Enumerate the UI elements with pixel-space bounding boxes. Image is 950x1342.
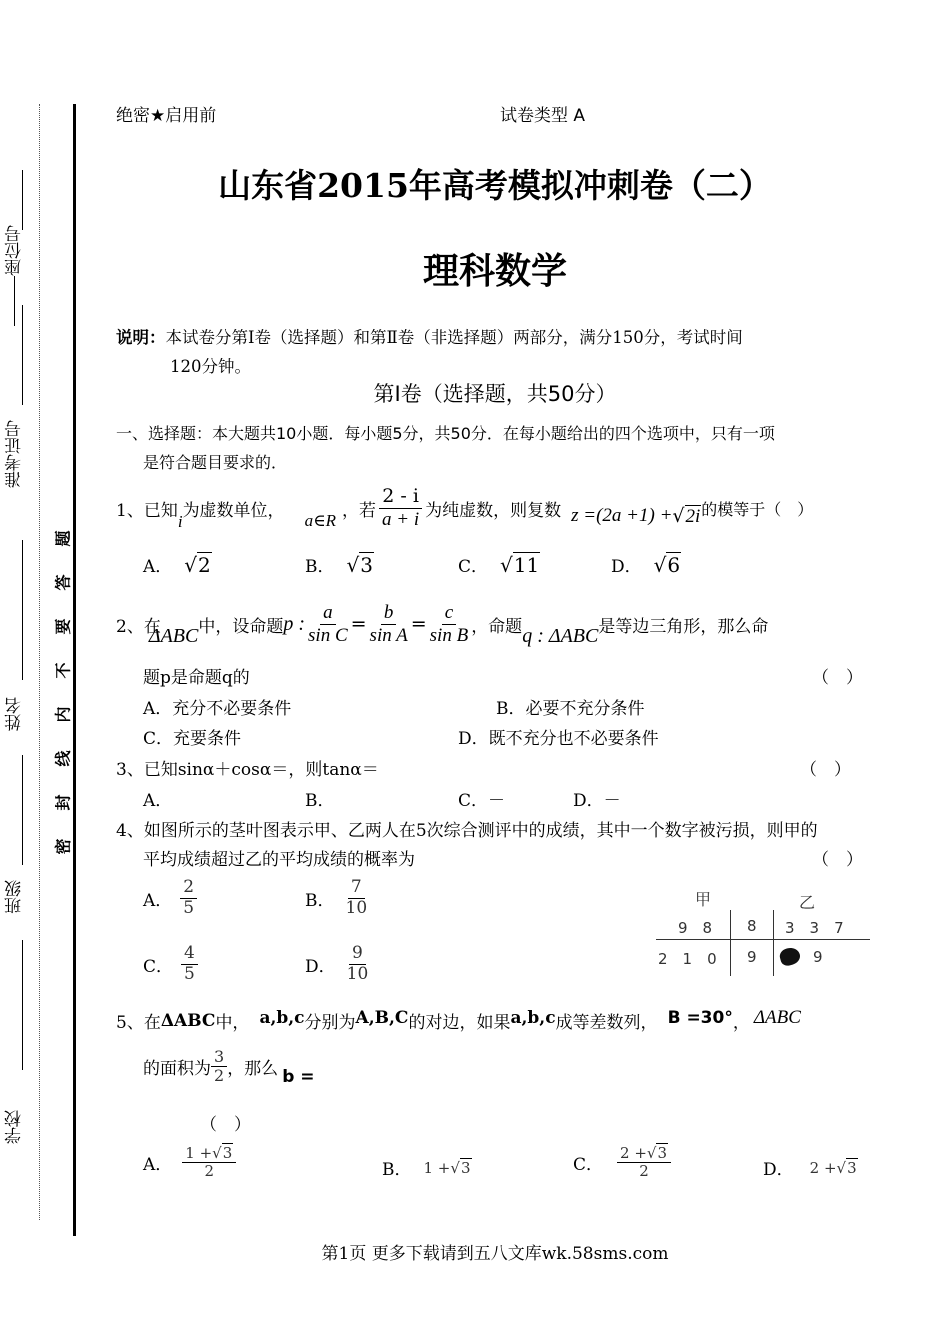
q3-option-b[interactable]: B． [305,791,335,811]
q2-frac3 [427,602,472,647]
q5-b30: B =30° [667,1007,733,1028]
q5-c-sqrt: √3 [646,1144,668,1162]
class-text: 班级 [5,880,25,914]
q4-stem-line1: 4、如图所示的茎叶图表示甲、乙两人在5次综合测评中的成绩，其中一个数字被污损，则甲的 [116,821,818,841]
q5-text1: 中， [215,1013,250,1033]
name-text: 姓名 [5,697,25,731]
q5-c-den: 2 [639,1162,649,1181]
q5-a-frac [182,1145,236,1181]
q5-d-text: 2 + [809,1158,837,1177]
q4-b-frac [343,878,371,918]
q5-triangle-bold: ΔABC [160,1010,216,1031]
q1-option-d[interactable] [611,552,681,577]
q2-option-d[interactable]: D．既不充分也不必要条件 [458,729,659,749]
q4-b-den: 10 [345,897,368,918]
q5-c-num [617,1145,671,1163]
q2-stem [116,594,768,654]
q5-d-sqrt: √3 [836,1158,857,1177]
q5-a-den: 2 [204,1162,215,1181]
q1-number: 1、已知 [116,500,178,521]
stem-leaf-row1-stem: 8 [747,917,757,935]
seal-char: 线 [53,750,73,767]
q2-frac1-den: sin C [308,624,348,646]
q4-stem-line2: 平均成绩超过乙的平均成绩的概率为 [143,850,415,870]
school-blank [22,940,23,1070]
school-label [2,1110,27,1144]
q1-text3: 为纯虚数，则复数 [425,500,562,521]
q5-area-frac [211,1048,227,1086]
q1-sqrt-value: 2i [685,505,701,527]
q5-triangle: ΔABC [753,1006,801,1028]
q5-a-sqrt: √3 [212,1144,233,1162]
name-label [2,697,27,731]
exam-no-label [2,420,27,488]
q2-eq2: = [410,613,427,635]
q1-a-label: A． [143,557,173,577]
seal-char: 题 [53,530,73,547]
stem-leaf-row2-right: 9 [813,948,823,966]
q5-comma: ， [732,1013,750,1033]
q1-i: i [177,512,183,531]
seal-char: 密 [53,838,73,855]
q2-text2: ，命题 [471,616,523,637]
q5-angles: A,B,C [355,1007,409,1028]
q2-frac2-num: b [381,602,397,625]
q3-option-c[interactable]: C．－ [458,791,506,811]
stem-leaf-row1-left: 9 8 [678,919,713,937]
subject-title: 理科数学 [422,251,567,292]
q5-option-d[interactable] [763,1155,858,1180]
seal-char: 内 [53,706,73,723]
q1-option-b[interactable] [305,552,374,577]
school-text: 学校 [5,1110,25,1144]
q4-option-c[interactable] [143,944,198,984]
q2-option-a[interactable]: A．充分不必要条件 [143,699,292,719]
q5-b-eq: b = [282,1066,315,1087]
q2-option-c[interactable]: C．充要条件 [143,729,242,749]
q4-option-d[interactable] [305,944,371,984]
q3-option-a[interactable]: A． [143,791,173,811]
name-blank [22,540,23,680]
stem-leaf-plot [656,884,870,976]
q1-b-sqrt: √3 [346,553,373,577]
q1-a-sqrt: √2 [184,553,211,577]
q2-number: 2、在 [116,616,161,637]
section-one-line2: 是符合题目要求的． [143,453,288,472]
q4-c-num: 4 [181,944,198,965]
q5-stem-line1 [116,1008,801,1033]
stem-leaf-yi: 乙 [799,893,816,912]
q1-option-a[interactable] [143,552,212,577]
page-footer: 第1页 更多下载请到五八文库wk.58sms.com [321,1244,669,1264]
q3-answer-paren: （ ） [800,760,851,780]
q1-d-sqrt: √6 [653,553,681,577]
q2-frac3-den: sin B [429,624,469,646]
q1-d-value: 6 [667,553,681,577]
q5-option-c[interactable] [573,1145,671,1181]
stem-leaf-vline-left [730,910,731,976]
smudge-blot [778,946,802,968]
q2-option-b[interactable]: B．必要不充分条件 [496,699,645,719]
q5-b-sqrt: √3 [450,1158,471,1177]
q4-a-frac [180,878,197,918]
q5-text5: 的面积为 [143,1059,211,1080]
q1-option-c[interactable] [458,552,540,577]
q5-answer-paren: （ ） [200,1115,251,1135]
q5-b-text: 1 + [423,1158,451,1177]
stem-leaf-jia: 甲 [695,890,712,909]
q2-frac2-den: sin A [369,624,408,646]
q5-c-frac [617,1145,671,1181]
part-one-heading: 第Ⅰ卷（选择题，共50分） [373,382,617,406]
q2-q: q : ΔABC [522,624,599,647]
q2-stem-line2: 题p是命题q的 [143,668,250,688]
q2-frac2 [367,602,411,647]
q1-a-value: 2 [198,553,211,577]
q4-option-a[interactable] [143,878,197,918]
stem-leaf-row2-stem: 9 [747,948,757,966]
q2-p: p : [283,612,306,635]
q4-option-b[interactable] [305,878,370,918]
q3-option-d[interactable]: D．－ [573,791,621,811]
q1-frac-den: a + i [382,508,420,530]
note-text: 本试卷分第Ⅰ卷（选择题）和第Ⅱ卷（非选择题）两部分，满分150分，考试时间 [165,328,743,347]
q1-fraction [379,486,422,531]
q5-a-num [182,1145,236,1163]
secret-label: 绝密★启用前 [116,106,217,126]
q1-sqrt: √2i [672,504,701,527]
q4-a-den: 5 [183,897,195,918]
q5-option-a[interactable] [143,1145,236,1181]
q2-triangle: ΔABC [148,624,199,647]
q5-a-sqrt-val: 3 [222,1144,233,1162]
seal-char: 答 [53,574,73,591]
seat-text: 座位号 [5,225,25,276]
q5-c-sqrt-val: 3 [657,1144,668,1162]
stem-leaf-row1-right: 3 3 7 [785,919,844,937]
q2-text1: 中，设命题 [198,616,284,637]
q4-a-label: A． [143,890,173,911]
q1-frac-num: 2 - i [379,486,422,509]
q5-sides: a,b,c [259,1007,305,1028]
q1-text2: ，若 [342,500,377,521]
q2-frac1-num: a [320,602,336,625]
q4-answer-paren: （ ） [812,850,863,870]
q4-d-den: 10 [346,963,369,984]
q1-b-label: B． [305,557,335,577]
q5-b-label: B． [382,1160,412,1180]
q4-d-frac [344,944,372,984]
q1-text1: 为虚数单位， [182,500,285,521]
q1-a-in-r: a∈R [304,511,337,530]
q5-c-num-text: 2 + [620,1144,647,1162]
q3-stem: 3、已知sinα＋cosα＝，则tanα＝ [116,760,379,780]
stem-leaf-row2-left: 2 1 0 [658,950,717,968]
q5-a-label: A． [143,1155,173,1176]
q1-c-label: C． [458,557,489,577]
q5-area-den: 2 [214,1066,225,1086]
q1-b-value: 3 [360,553,373,577]
q5-area-num: 3 [211,1048,227,1067]
class-blank [22,755,23,865]
q5-d-sqrt-val: 3 [847,1158,857,1177]
q5-text6: ，那么 [227,1059,279,1080]
stem-leaf-hline [656,939,870,940]
q2-frac1 [305,602,351,647]
q5-text3: 的对边，如果 [408,1013,511,1033]
seal-char: 不 [53,662,73,679]
q4-d-num: 9 [349,944,366,965]
paper-type: 试卷类型 A [500,106,586,126]
q4-c-frac [181,944,198,984]
q1-z-expr: z =(2a +1) + [571,505,673,526]
note-label: 说明： [116,328,166,347]
q4-d-label: D． [305,956,336,977]
q5-number: 5、在 [116,1013,161,1033]
q1-c-sqrt: √11 [500,553,540,577]
q4-b-label: B． [305,890,335,911]
seal-char: 要 [53,618,73,635]
q5-b-sqrt-val: 3 [460,1158,471,1177]
q1-text4: 的模等于（ ） [701,499,814,519]
note-line1 [116,324,743,348]
q1-stem [116,478,813,538]
q5-c-label: C． [573,1155,604,1176]
section-one-line1: 一、选择题：本大题共10小题．每小题5分，共50分．在每小题给出的四个选项中，只有一项 [116,424,775,443]
q2-text3: 是等边三角形，那么命 [598,616,769,637]
q4-c-label: C． [143,956,174,977]
stem-leaf-vline-right [773,910,774,976]
q5-stem-line2 [143,1048,315,1086]
q1-c-value: 11 [513,553,540,577]
q2-frac3-num: c [442,602,456,625]
q1-d-label: D． [611,557,642,577]
q5-text2: 分别为 [304,1013,356,1033]
page-title: 山东省2015年高考模拟冲刺卷（二） [218,166,772,205]
q5-option-b[interactable] [382,1155,472,1180]
q2-eq1: = [350,613,367,635]
q5-a-num-text: 1 + [185,1144,213,1162]
q4-b-num: 7 [348,878,365,899]
seal-char: 封 [53,794,73,811]
exam-no-text: 准考证号 [5,420,25,488]
q2-answer-paren: （ ） [812,668,863,688]
q5-text4: 成等差数列， [555,1013,658,1033]
q5-sides2: a,b,c [510,1007,556,1028]
q4-a-num: 2 [180,878,197,899]
q4-c-den: 5 [184,963,195,984]
class-label [2,880,27,914]
note-line2: 120分钟。 [170,357,251,376]
q5-d-label: D． [763,1160,794,1180]
